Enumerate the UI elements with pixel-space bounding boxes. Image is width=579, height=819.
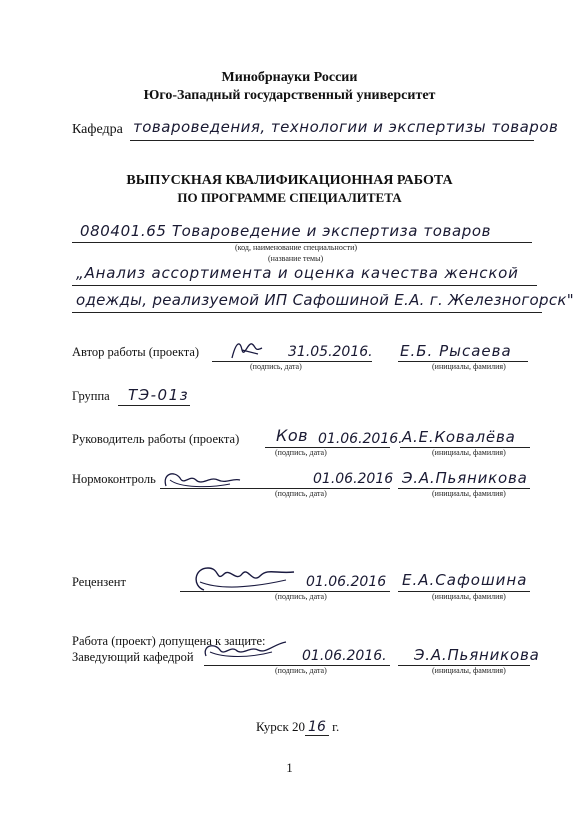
specialty-value: 080401.65 Товароведение и экспертиза товаров <box>80 222 492 240</box>
author-label: Автор работы (проекта) <box>72 345 200 359</box>
admission-caption-name: (инициалы, фамилия) <box>432 666 506 675</box>
university-name: Юго-Западный государственный университет <box>143 88 436 103</box>
author-date: 31.05.2016. <box>288 344 373 360</box>
topic-line2: одежды, реализуемой ИП Сафошиной Е.А. г. Железногорск" <box>76 291 574 309</box>
author-signature <box>228 336 268 362</box>
supervisor-name: А.Е.Ковалёва <box>402 428 516 446</box>
work-title-line1: ВЫПУСКНАЯ КВАЛИФИКАЦИОННАЯ РАБОТА <box>126 173 453 188</box>
normcontrol-signature <box>160 468 244 494</box>
reviewer-name: Е.А.Сафошина <box>402 571 528 589</box>
normcontrol-caption-sign: (подпись, дата) <box>275 489 327 498</box>
normcontrol-caption-name: (инициалы, фамилия) <box>432 489 506 498</box>
normcontrol-name: Э.А.Пьяникова <box>402 469 528 487</box>
work-title-line2: ПО ПРОГРАММЕ СПЕЦИАЛИТЕТА <box>177 190 402 205</box>
admission-date: 01.06.2016. <box>302 648 387 664</box>
admission-head-label: Заведующий кафедрой <box>72 650 194 664</box>
department-value: товароведения, технологии и экспертизы товаров <box>133 118 559 136</box>
footer-year-suffix: 16 <box>305 719 329 736</box>
supervisor-caption-name: (инициалы, фамилия) <box>432 448 506 457</box>
admission-name: Э.А.Пьяникова <box>414 646 540 664</box>
page-number: 1 <box>286 760 293 775</box>
reviewer-label: Рецензент <box>72 575 126 589</box>
normcontrol-date: 01.06.2016 <box>313 471 394 487</box>
reviewer-caption-name: (инициалы, фамилия) <box>432 592 506 601</box>
group-underline <box>118 405 190 406</box>
department-underline <box>130 140 534 141</box>
admission-caption-sign: (подпись, дата) <box>275 666 327 675</box>
admission-text: Работа (проект) допущена к защите: <box>72 634 266 648</box>
topic-line1: „Анализ ассортимента и оценка качества женской <box>76 264 519 282</box>
footer-city-year <box>256 719 339 735</box>
department-label: Кафедра <box>72 122 123 137</box>
footer-year-unit: г. <box>332 719 340 734</box>
author-caption-name: (инициалы, фамилия) <box>432 362 506 371</box>
admission-signature <box>200 640 290 664</box>
footer-city-prefix: Курск 20 <box>256 719 306 734</box>
supervisor-label: Руководитель работы (проекта) <box>72 432 240 446</box>
supervisor-date: 01.06.2016. <box>318 431 403 447</box>
ministry-name: Минобрнауки России <box>221 70 358 85</box>
reviewer-date: 01.06.2016 <box>306 574 387 590</box>
topic-caption: (название темы) <box>268 254 324 263</box>
author-name: Е.Б. Рысаева <box>400 342 512 360</box>
group-value: ТЭ-01з <box>128 386 190 404</box>
group-label: Группа <box>72 389 110 403</box>
specialty-caption: (код, наименование специальности) <box>235 243 358 252</box>
supervisor-caption-sign: (подпись, дата) <box>275 448 327 457</box>
topic-underline-1 <box>72 285 537 286</box>
reviewer-caption-sign: (подпись, дата) <box>275 592 327 601</box>
topic-underline-2 <box>72 312 542 313</box>
normcontrol-label: Нормоконтроль <box>72 472 156 486</box>
author-caption-sign: (подпись, дата) <box>250 362 302 371</box>
supervisor-signature: Ков <box>276 426 309 445</box>
